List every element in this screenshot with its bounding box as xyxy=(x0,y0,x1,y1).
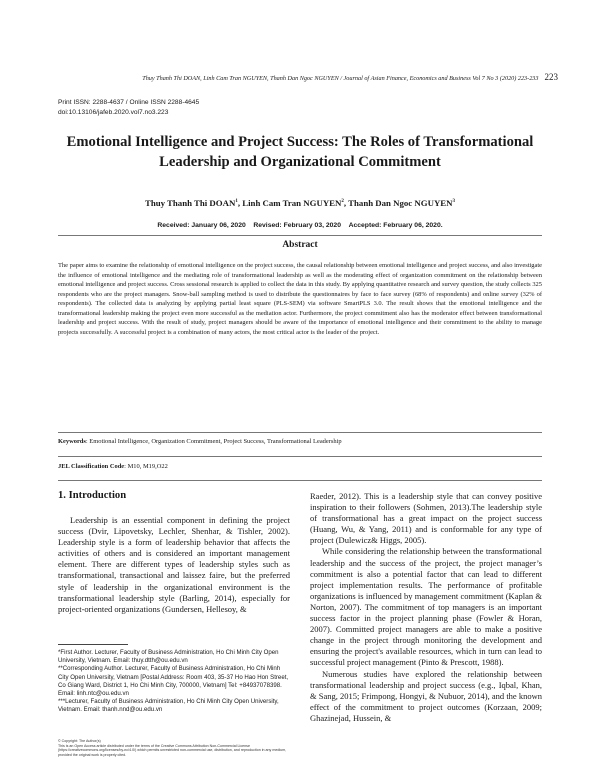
divider xyxy=(58,456,542,457)
jel-label: JEL Classification Code xyxy=(58,463,125,470)
abstract-heading: Abstract xyxy=(282,240,318,250)
author-1: Thuy Thanh Thi DOAN xyxy=(144,198,236,208)
intro-paragraph-1-continued: Raeder, 2012). This is a leadership style that can convey positive inspiration to their followers (Sohmen, 2013).The leadership style of transformational has a great impact on the project success (Huang, Wu, & Yang, 2011) and is conformable for any type of project (Dulewicz& Higgs, 2005). xyxy=(310,491,542,546)
jel-text: : M10, M19,O22 xyxy=(124,463,168,470)
issn-line: Print ISSN: 2288-4637 / Online ISSN 2288-4645 xyxy=(58,99,200,106)
right-column xyxy=(310,491,542,724)
author-2: Linh Cam Tran NGUYEN xyxy=(242,198,342,208)
divider xyxy=(58,480,542,481)
revised-date: Revised: February 03, 2020 xyxy=(253,222,341,229)
section-heading-introduction: 1. Introduction xyxy=(58,490,127,501)
footnotes xyxy=(58,649,290,715)
author-list xyxy=(60,198,540,208)
author-3: Thanh Dan Ngoc NGUYEN xyxy=(348,198,453,208)
footnote-1: *First Author. Lecturer, Faculty of Business Administration, Ho Chi Minh City Open University, Vietnam. Email: thuy.dtth@ou.edu.vn xyxy=(58,649,279,665)
publication-info xyxy=(58,98,199,118)
author-sep-2: , xyxy=(343,198,349,208)
author-2-mark: 2 xyxy=(341,199,344,205)
intro-paragraph-2: While considering the relationship between the transformational leadership and the success of the project, the project manager’s commitment is also a potential factor that can lead to different project implementation results. The performance of profitable organizations is influenced by management commitment (Kaplan & Norton, 2007). The commitment of top managers is an important success factor in the project planning phase (Fowler & Horan, 2007). Committed project managers are able to make a positive change in the project through monitoring the development and ensuring the project's available resources, which in turn can lead to successful project management (Pinto & Prescott, 1988). xyxy=(310,546,542,668)
author-3-mark: 3 xyxy=(452,199,456,205)
intro-paragraph-3: Numerous studies have explored the relationship between transformational leadership and project success (e.g., Iqbal, Khan, & Sang, 2015; Frimpong, Hongyi, & Nubuor, 2014), and the known effect of the commitment to project outcomes (Korzaan, 2009; Ghazinejad, Hussein, & xyxy=(310,668,542,723)
running-head-text: Thuy Thanh Thi DOAN, Linh Cam Tran NGUYEN, Thanh Dan Ngoc NGUYEN / Journal of Asian Finance, Economics and Business Vol 7 No 3 (2020) 223-233 xyxy=(142,75,539,82)
divider xyxy=(58,235,542,236)
divider xyxy=(58,432,542,433)
accepted-date: Accepted: February 06, 2020. xyxy=(348,222,443,229)
running-header xyxy=(58,72,558,82)
copyright: © Copyright: The Author(s) xyxy=(58,739,101,743)
article-title xyxy=(60,132,540,172)
article-dates xyxy=(60,222,540,229)
author-sep-1: , xyxy=(237,198,243,208)
author-1-mark: 1 xyxy=(235,199,238,205)
left-column xyxy=(58,515,290,615)
doi-line: doi:10.13106/jafeb.2020.vol7.no3.223 xyxy=(58,109,169,116)
jel-codes xyxy=(58,463,542,470)
keywords-label: Keywords xyxy=(58,438,86,445)
title-line-2: Leadership and Organizational Commitment xyxy=(159,154,441,170)
license-text: This is an Open Access article distributed under the terms of the Creative Commons Attribution Non-Commercial License (https://creativecommons.org/licenses/by-nc/4.0/) which permits unrestricted non-commercial use, distribution, and reproduction in any medium, provided the original work is properly cited. xyxy=(58,743,287,757)
license-notice xyxy=(58,739,290,757)
received-date: Received: January 06, 2020 xyxy=(157,222,246,229)
page-number: 223 xyxy=(544,72,558,82)
keywords-text: : Emotional Intelligence, Organization Commitment, Project Success, Transformational Leadership xyxy=(85,438,342,445)
keywords xyxy=(58,438,542,445)
footnote-divider xyxy=(58,644,128,645)
title-line-1: Emotional Intelligence and Project Success: The Roles of Transformational xyxy=(66,134,534,150)
footnote-3: ***Lecturer, Faculty of Business Administration, Ho Chi Minh City Open University, Vietnam. Email: thanh.nnd@ou.edu.vn xyxy=(58,698,279,714)
abstract-body: The paper aims to examine the relationship of emotional intelligence on the project success, the causal relationship between emotional intelligence and project success, and also investigate the influence of emotional intelligence and the mediating role of transformational leadership as well as the moderating effect of organization commitment on the relationship between emotional intelligence and project success. Cross sessional research is applied to collect the data in this study. By applying quantitative research and survey question, the study collects 325 respondents who are the project managers. Snow-ball sampling method is used to distribute the questionnaires by face to face survey (68% of respondents) and online survey (32% of respondents). The collected data is analyzing by applying partial least square (PLS-SEM) via software SmartPLS 3.0. The result shows that the emotional intelligence and the transformational leadership making the project even more successful as the mediation actor. Furthermore, the project commitment also has the moderator effect between transformational leadership and project success. With the result of study, project managers should be aware of the importance of emotional intelligence and their commitment to the ability to manage projects successfully. A successful project is a combination of many actors, the most critical actor is the leader of the project. xyxy=(58,262,542,336)
intro-paragraph-1: Leadership is an essential component in defining the project success (Dvir, Lipovetsky, Lechler, Shenhar, & Tishler, 2002). Leadership style is a form of leadership behavior that affects the activities of others and is considered an important management element. There are different types of leadership styles such as transformational, transactional and laissez faire, but the preferred style of leadership in the organizational environment is the transformational leadership style (Barling, 2014), especially for project-oriented organizations (Gundersen, Hellesoy, & xyxy=(58,515,290,614)
footnote-2: **Corresponding Author. Lecturer, Faculty of Business Administration, Ho Chi Minh City Open University, Vietnam [Postal Address: Room 403, 35-37 Ho Hao Hon Street, Co Giang Ward, District 1, Ho Chi Minh City, 700000, Vietnam] Tel: +84937078398. Email: linh.ntc@ou.edu.vn xyxy=(58,665,289,698)
